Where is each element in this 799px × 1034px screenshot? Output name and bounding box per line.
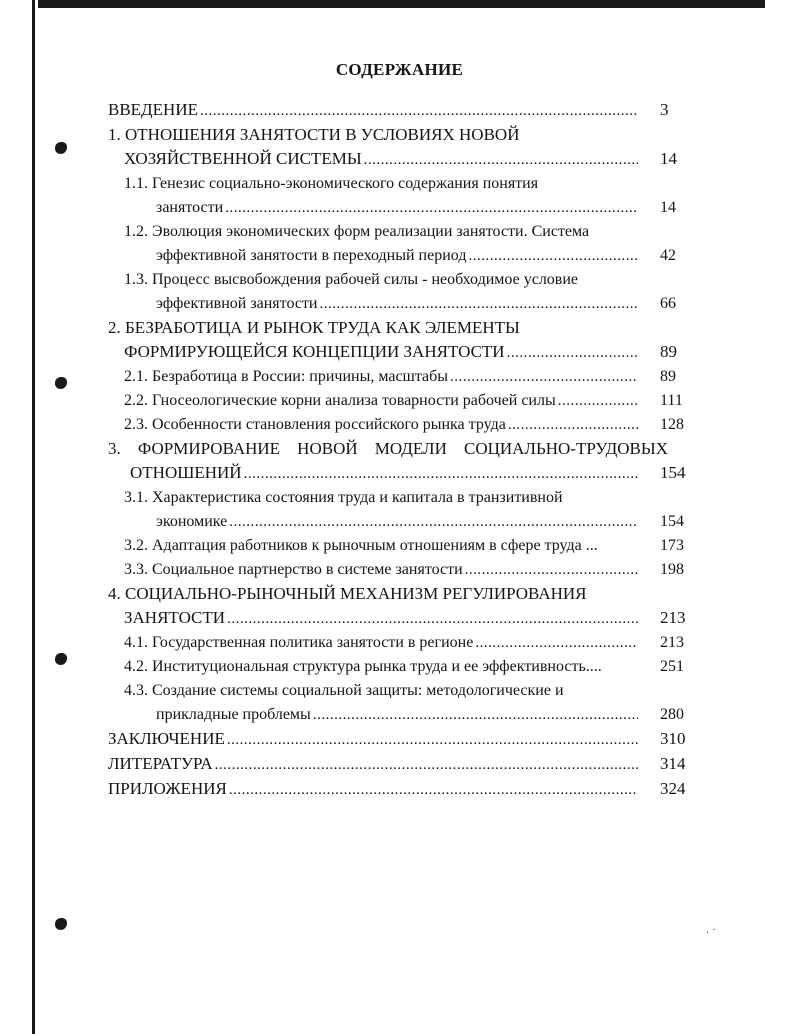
- toc-entry-title: 4.2. Институциональная структура рынка труда и ее эффективность....: [124, 658, 602, 675]
- dot-leader: [450, 365, 638, 389]
- toc-entry-title-line1: 4. СОЦИАЛЬНО-РЫНОЧНЫЙ МЕХАНИЗМ РЕГУЛИРОВАНИЯ: [108, 584, 587, 603]
- toc-page-number: 111: [660, 392, 683, 409]
- toc-page-number: 89: [660, 368, 676, 385]
- toc-page-number: 314: [660, 754, 686, 773]
- toc-entry-intro[interactable]: [108, 98, 708, 123]
- toc-page-number: 3: [660, 100, 669, 119]
- toc-entry-section-2-3[interactable]: [108, 413, 708, 437]
- dot-leader: [225, 196, 638, 220]
- toc-entry-title-line1: 1.1. Генезис социально-экономического содержания понятия: [124, 175, 539, 192]
- toc-entry-title-line2: прикладные проблемы: [156, 706, 311, 723]
- dot-leader: [508, 413, 638, 437]
- toc-entry-title-line1: 1.3. Процесс высвобождения рабочей силы - необходимое условие: [124, 271, 579, 288]
- dot-leader: [244, 461, 638, 486]
- scan-border-left: [32, 0, 35, 1034]
- toc-page-number: 154: [660, 463, 686, 482]
- scan-border-top: [38, 0, 765, 8]
- toc-entry-title: 2.2. Гносеологические корни анализа товарности рабочей силы: [124, 392, 556, 409]
- toc-entry-title-line2: эффективной занятости: [156, 295, 318, 312]
- dot-leader: [364, 147, 638, 172]
- toc-entry-title: 3.3. Социальное партнерство в системе занятости: [124, 561, 463, 578]
- toc-entry-section-3-3[interactable]: [124, 558, 708, 582]
- toc-entry-section-1-3[interactable]: [124, 268, 708, 316]
- toc-entry-title-line2: эффективной занятости в переходный период: [156, 247, 467, 264]
- dot-leader: [320, 292, 639, 316]
- toc-entry-chapter-1[interactable]: [108, 123, 708, 172]
- punch-hole-mark: [55, 142, 67, 154]
- toc-entry-title: 2.3. Особенности становления российского рынка труда: [124, 416, 506, 433]
- toc-entry-appendices[interactable]: [108, 777, 708, 802]
- toc-entry-section-3-1[interactable]: [124, 486, 708, 534]
- toc-entry-title-line1: 3. ФОРМИРОВАНИЕ НОВОЙ МОДЕЛИ СОЦИАЛЬНО-ТРУДОВЫХ: [108, 439, 668, 458]
- dot-leader: [229, 510, 638, 534]
- toc-page-number: 198: [660, 561, 684, 578]
- dot-leader: [507, 340, 638, 365]
- toc-entry-title-line2: ХОЗЯЙСТВЕННОЙ СИСТЕМЫ: [124, 149, 362, 168]
- toc-page-number: 213: [660, 608, 686, 627]
- toc-page-number: 173: [660, 537, 684, 554]
- toc-entry-title: 4.1. Государственная политика занятости в регионе: [124, 634, 474, 651]
- dot-leader: [215, 752, 638, 777]
- dot-leader: [558, 389, 638, 413]
- toc-entry-title-line2: ЗАНЯТОСТИ: [124, 608, 226, 627]
- dot-leader: [227, 727, 638, 752]
- toc-page-number: 14: [660, 149, 677, 168]
- toc-entry-literature[interactable]: [108, 752, 708, 777]
- dot-leader: [475, 631, 638, 655]
- table-of-contents: [108, 98, 708, 802]
- toc-entry-section-4-3[interactable]: [124, 679, 708, 727]
- toc-page-number: 14: [660, 199, 676, 216]
- toc-page-number: 213: [660, 634, 684, 651]
- toc-entry-title-line1: 2. БЕЗРАБОТИЦА И РЫНОК ТРУДА КАК ЭЛЕМЕНТЫ: [108, 318, 520, 337]
- toc-entry-title: ЗАКЛЮЧЕНИЕ: [108, 729, 225, 748]
- toc-entry-title-line1: 1.2. Эволюция экономических форм реализации занятости. Система: [124, 223, 590, 240]
- toc-page-number: 251: [660, 658, 684, 675]
- toc-entry-section-3-2[interactable]: [124, 534, 708, 558]
- toc-page-number: 324: [660, 779, 686, 798]
- dot-leader: [468, 244, 638, 268]
- dot-leader: [200, 98, 638, 123]
- toc-entry-title: 3.2. Адаптация работников к рыночным отношениям в сфере труда ...: [124, 537, 598, 554]
- toc-page-number: 128: [660, 416, 684, 433]
- toc-entry-title: ЛИТЕРАТУРА: [108, 754, 213, 773]
- toc-entry-title-line2: занятости: [156, 199, 224, 216]
- scan-speck-marks: . ·: [706, 922, 716, 936]
- dot-leader: [313, 703, 638, 727]
- punch-hole-mark: [55, 377, 67, 389]
- dot-leader: [227, 606, 638, 631]
- toc-page-number: 280: [660, 706, 684, 723]
- toc-entry-section-2-1[interactable]: [108, 365, 708, 389]
- toc-entry-title-line1: 3.1. Характеристика состояния труда и капитала в транзитивной: [124, 489, 563, 506]
- toc-entry-title-line2: ФОРМИРУЮЩЕЙСЯ КОНЦЕПЦИИ ЗАНЯТОСТИ: [124, 342, 505, 361]
- toc-entry-title-line1: 1. ОТНОШЕНИЯ ЗАНЯТОСТИ В УСЛОВИЯХ НОВОЙ: [108, 125, 520, 144]
- toc-entry-title-line2: ОТНОШЕНИЙ: [130, 463, 242, 482]
- toc-entry-title: ПРИЛОЖЕНИЯ: [108, 779, 227, 798]
- toc-entry-chapter-2[interactable]: [108, 316, 708, 365]
- toc-entry-section-4-1[interactable]: [124, 631, 708, 655]
- toc-page-number: 89: [660, 342, 677, 361]
- toc-page-number: 310: [660, 729, 686, 748]
- toc-entry-title: ВВЕДЕНИЕ: [108, 100, 198, 119]
- toc-entry-section-1-2[interactable]: [124, 220, 708, 268]
- toc-entry-title-line1: 4.3. Создание системы социальной защиты: методологические и: [124, 682, 564, 699]
- punch-hole-mark: [55, 918, 67, 930]
- toc-page-number: 154: [660, 513, 684, 530]
- toc-page-number: 42: [660, 247, 676, 264]
- toc-entry-chapter-3[interactable]: [108, 437, 708, 486]
- toc-page-number: 66: [660, 295, 676, 312]
- dot-leader: [465, 558, 638, 582]
- toc-entry-conclusion[interactable]: [108, 727, 708, 752]
- toc-entry-section-2-2[interactable]: [108, 389, 708, 413]
- page-title: СОДЕРЖАНИЕ: [335, 60, 464, 79]
- toc-entry-chapter-4[interactable]: [108, 582, 708, 631]
- toc-entry-section-4-2[interactable]: [124, 655, 708, 679]
- toc-entry-title-line2: экономике: [156, 513, 228, 530]
- dot-leader: [229, 777, 638, 802]
- punch-hole-mark: [55, 653, 67, 665]
- toc-entry-section-1-1[interactable]: [124, 172, 708, 220]
- toc-entry-title: 2.1. Безработица в России: причины, масштабы: [124, 368, 449, 385]
